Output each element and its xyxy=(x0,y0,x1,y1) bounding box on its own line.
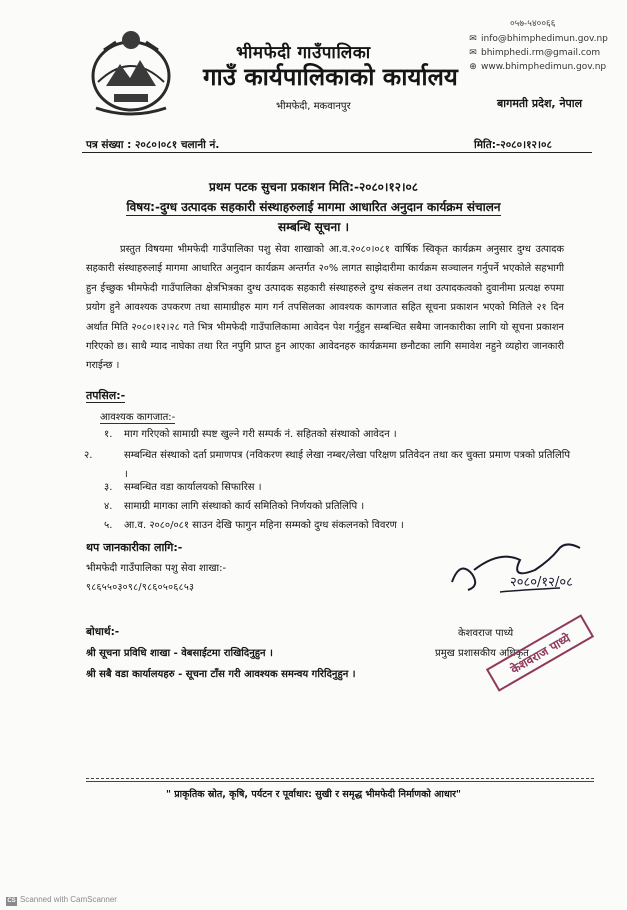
municipality-name: भीमफेदी गाउँपालिका xyxy=(236,43,371,63)
required-documents-heading: आवश्यक कागजात:- xyxy=(100,412,176,423)
list-item: १. माग गरिएको सामाग्री स्पष्ट खुल्ने गरी सम्पर्क नं. सहितको संस्थाको आवेदन । xyxy=(104,429,397,440)
province-name: बागमती प्रदेश, नेपाल xyxy=(497,97,583,110)
svg-text:केशवराज पाध्ये: केशवराज पाध्ये xyxy=(508,631,573,677)
contact-email-gmail: ✉ bhimphedi.rm@gmail.com xyxy=(469,48,601,58)
phone-number: ०५७-५४००६६ xyxy=(510,19,556,29)
contact-website: ⊕ www.bhimphedimun.gov.np xyxy=(469,62,607,72)
notice-subject: विषय:-दुग्ध उत्पादक सहकारी संस्थाहरुलाई मागमा आधारित अनुदान कार्यक्रम संचालन xyxy=(126,200,501,214)
fyi-heading: बोधार्थ:- xyxy=(86,626,120,638)
details-heading: तपसिल:- xyxy=(86,389,126,402)
nepal-emblem-icon xyxy=(86,20,176,120)
envelope-icon: ✉ xyxy=(469,34,477,44)
notice-subject-line2: सम्बन्धि सूचना । xyxy=(277,220,350,234)
email-icon: ✉ xyxy=(469,48,477,58)
footer-motto: " प्राकृतिक स्रोत, कृषि, पर्यटन र पूर्वाधार: सुखी र समृद्ध भीमफेदी निर्माणको आधार" xyxy=(165,789,462,800)
signatory-title: प्रमुख प्रशासकीय अधिकृत xyxy=(435,648,529,659)
scanner-watermark: CS Scanned with CamScanner xyxy=(7,895,117,904)
signatory-name: केशवराज पाध्ये xyxy=(458,628,514,639)
handwritten-signature xyxy=(440,530,600,610)
signature-date: २०८०/१२/०८ xyxy=(510,575,573,590)
list-item: ४. सामाग्री मागका लागि संस्थाको कार्य समितिको निर्णयको प्रतिलिपि । xyxy=(104,501,365,512)
footer-divider xyxy=(86,778,594,779)
contact-phones: ९८६५५०३०९८/९८६०५०६८५३ xyxy=(86,582,195,593)
contact-section: भीमफेदी गाउँपालिका पशु सेवा शाखा:- xyxy=(86,563,227,574)
fyi-line: श्री सूचना प्रविधि शाखा - वेबसाईटमा राखिदिनुहुन । xyxy=(86,648,273,659)
web-icon: ⊕ xyxy=(469,62,477,72)
camscanner-logo-icon: CS xyxy=(7,898,16,904)
list-item: २. सम्बन्धित संस्थाको दर्ता प्रमाणपत्र (नविकरण स्थाई लेखा नम्बर/लेखा परिक्षण प्रतिवेदन तथा कर चुक्ता प्रमाण पत्रको प्रतिलिपि । xyxy=(84,450,571,480)
list-item: ५. आ.व. २०८०/०८१ साउन देखि फागुन महिना सम्मको दुग्ध संकलनको विवरण । xyxy=(104,520,404,531)
office-name: गाउँ कार्यपालिकाको कार्यालय xyxy=(203,63,458,91)
more-info-heading: थप जानकारीका लागि:- xyxy=(86,541,183,554)
header-divider xyxy=(82,152,592,153)
contact-email-official: ✉ info@bhimphedimun.gov.np xyxy=(469,34,608,44)
letter-number: पत्र संख्या : २०८०।०८१ चलानी नं. xyxy=(86,139,220,151)
list-item: ३. सम्बन्धित वडा कार्यालयको सिफारिस । xyxy=(104,482,262,493)
notice-body: प्रस्तुत विषयमा भीमफेदी गाउँपालिका पशु सेवा शाखाको आ.व.२०८०।०८१ वार्षिक स्विकृत कार्यक्रम अनुसार दुग्ध उत्पादक सहकारी संस्थाहरुलाई मागमा आधारित अनुदान कार्यक्रम अन्तर्गत २०% लागत साझेदारीमा कार्यक्रम सञ्चालन गर्नुपर्ने भएकोले सहभागी हुन ईच्छुक भीमफेदी गाउँपालिका क्षेत्रभित्रका दुग्ध उत्पादक सहकारी संस्थाहरुले दुग्ध संकलन तथा उत्पादकत्वको दुवानीमा प्रत्यक्ष रुपमा प्रयोग हुने आवश्यक उपकरण तथा सामाग्रीहरु माग गर्न तपसिलका आवश्यक कागजात सहित सूचना प्रकाशन भएको मितिले २१ दिन अर्थात मिति २०८०।१२।२८ गते भित्र भीमफेदी गाउँपालिकामा आवेदन पेश गर्नुहुन सम्बन्धित सबैमा जानकारीका लागि यो सूचना प्रकाशन गरिएको छ। साथै म्याद नाघेका तथा रित नपुगि प्राप्त हुन आएका आवेदनहरु कार्यक्रममा छनौटका लागि समावेश नहुने व्यहोरा जानकारी गराईन्छ । xyxy=(86,244,564,372)
fyi-line: श्री सबै वडा कार्यालयहरु - सूचना टाँस गरी आवश्यक समन्वय गरिदिनुहुन । xyxy=(86,669,356,680)
notice-title: प्रथम पटक सुचना प्रकाशन मिति:-२०८०।१२।०८ xyxy=(209,180,418,194)
official-stamp xyxy=(480,605,600,700)
footer-divider-2 xyxy=(86,781,594,782)
office-location: भीमफेदी, मकवानपुर xyxy=(276,101,351,112)
letter-date: मिति:-२०८०।१२।०८ xyxy=(474,139,552,151)
